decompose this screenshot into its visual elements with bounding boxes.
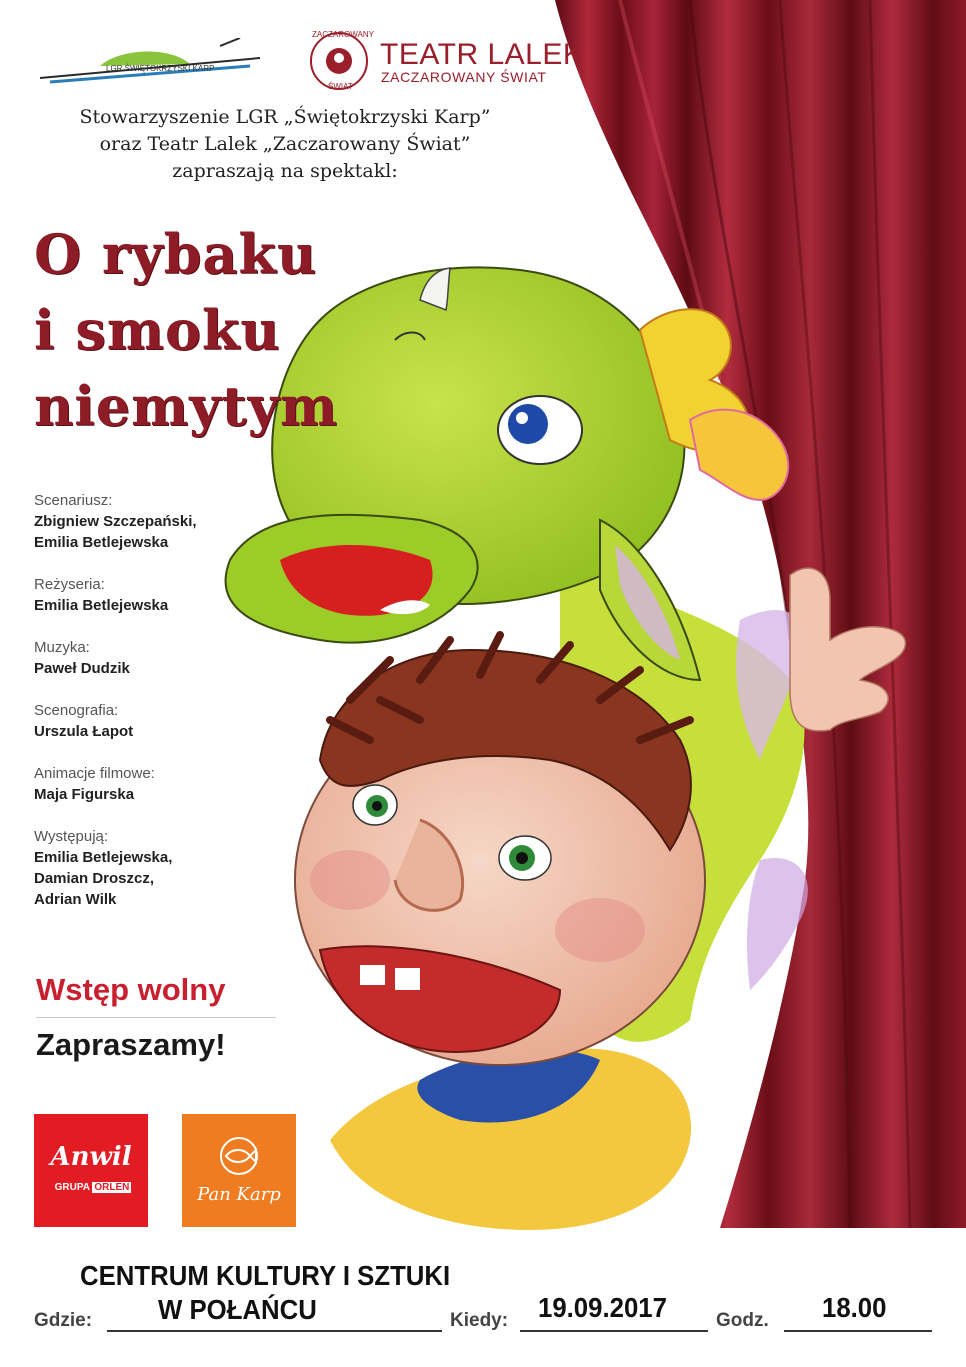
where-underline bbox=[107, 1330, 442, 1332]
credit-value: Emilia Betlejewska, bbox=[34, 849, 173, 866]
intro-line-1: Stowarzyszenie LGR „Świętokrzyski Karp” bbox=[79, 106, 491, 128]
time-label: Godz. bbox=[716, 1310, 769, 1331]
venue-line-2: W POŁAŃCU bbox=[158, 1294, 317, 1325]
credit-value: Zbigniew Szczepański, bbox=[34, 513, 197, 530]
credit-value: Emilia Betlejewska bbox=[34, 534, 169, 551]
teatr-logo-ring-top: ZACZAROWANY bbox=[312, 30, 374, 39]
event-time: 18.00 bbox=[822, 1292, 887, 1323]
where-label: Gdzie: bbox=[34, 1310, 93, 1331]
credit-value: Paweł Dudzik bbox=[34, 660, 130, 677]
when-underline bbox=[520, 1330, 708, 1332]
teatr-title: TEATR LALEK bbox=[380, 38, 584, 71]
divider bbox=[36, 1017, 276, 1018]
credit-label-cast: Występują: bbox=[34, 828, 109, 845]
title-line-3: niemytym bbox=[34, 374, 339, 438]
anwil-logo-name: Anwil bbox=[50, 1142, 132, 1172]
title-line-2: i smoku bbox=[34, 298, 281, 362]
credit-label-direction: Reżyseria: bbox=[34, 576, 105, 593]
title-line-1: O rybaku bbox=[34, 222, 318, 286]
lgr-logo bbox=[40, 38, 270, 88]
teatr-logo-ring-bottom: ŚWIAT bbox=[328, 82, 353, 91]
when-label: Kiedy: bbox=[450, 1310, 509, 1331]
credit-label-music: Muzyka: bbox=[34, 639, 90, 656]
credit-value: Urszula Łapot bbox=[34, 723, 134, 740]
credit-label-animation: Animacje filmowe: bbox=[34, 765, 155, 782]
credit-label-script: Scenariusz: bbox=[34, 492, 113, 509]
credit-label-scenography: Scenografia: bbox=[34, 702, 119, 719]
teatr-subtitle: ZACZAROWANY ŚWIAT bbox=[381, 69, 547, 85]
credit-value: Emilia Betlejewska bbox=[34, 597, 169, 614]
anwil-sub-prefix: GRUPA bbox=[54, 1182, 90, 1193]
invite-text: Zapraszamy! bbox=[36, 1027, 226, 1062]
credit-value: Adrian Wilk bbox=[34, 891, 117, 908]
anwil-sub-brand: ORLEN bbox=[94, 1182, 130, 1193]
credit-value: Damian Droszcz, bbox=[34, 870, 155, 887]
lgr-logo-text: LGR ŚWIĘTOKRZYSKI KARP bbox=[106, 64, 215, 73]
anwil-logo-sub bbox=[48, 1182, 138, 1193]
admission-text: Wstęp wolny bbox=[36, 972, 226, 1007]
anwil-logo bbox=[34, 1114, 148, 1227]
event-date: 19.09.2017 bbox=[538, 1292, 667, 1323]
credit-value: Maja Figurska bbox=[34, 786, 135, 803]
lgr-logo-graphic bbox=[40, 38, 270, 88]
pankarp-logo bbox=[182, 1114, 296, 1227]
venue-line-1: CENTRUM KULTURY I SZTUKI bbox=[80, 1260, 451, 1291]
time-underline bbox=[784, 1330, 932, 1332]
intro-line-3: zapraszają na spektakl: bbox=[172, 160, 398, 182]
pankarp-logo-name: Pan Karp bbox=[197, 1184, 281, 1205]
fish-icon bbox=[214, 1136, 264, 1176]
intro-line-2: oraz Teatr Lalek „Zaczarowany Świat” bbox=[99, 133, 471, 155]
